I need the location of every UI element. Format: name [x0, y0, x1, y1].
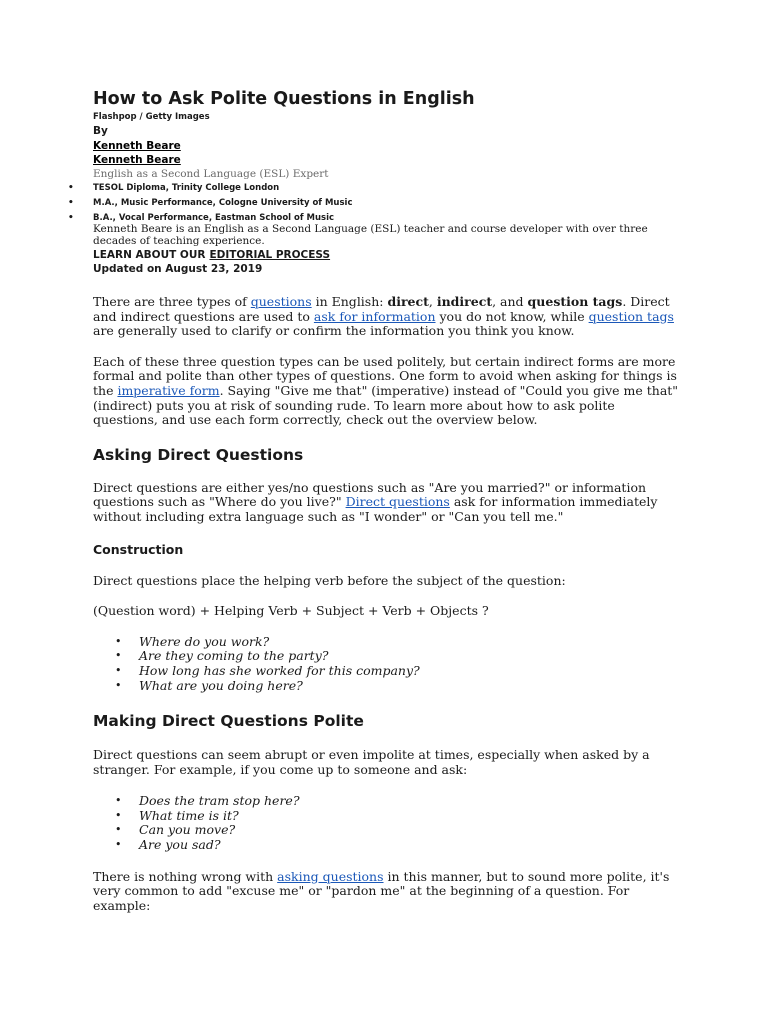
- bullet-icon: •: [68, 183, 74, 193]
- section-heading-polite: Making Direct Questions Polite: [93, 712, 364, 731]
- direct-examples-list: [93, 635, 683, 693]
- by-label: By: [93, 125, 108, 137]
- asking-questions-link[interactable]: asking questions: [277, 868, 384, 884]
- image-credit: Flashpop / Getty Images: [93, 112, 210, 122]
- section-heading-direct: Asking Direct Questions: [93, 445, 304, 464]
- polite-examples-list: [93, 794, 683, 852]
- editorial-line: LEARN ABOUT OUR EDITORIAL PROCESS: [93, 249, 331, 261]
- author-bio: Kenneth Beare is an English as a Second Language (ESL) teacher and course developer with over three decades of teaching experience.: [93, 223, 648, 247]
- list-item: • Are they coming to the party?: [115, 648, 329, 664]
- list-item: • What are you doing here?: [115, 677, 303, 693]
- construction-paragraph: Direct questions place the helping verb before the subject of the question:: [93, 572, 566, 588]
- author-link[interactable]: Kenneth Beare: [93, 140, 181, 152]
- construction-heading: Construction: [93, 541, 184, 557]
- bullet-icon: •: [115, 838, 122, 852]
- author-role: English as a Second Language (ESL) Expert: [93, 168, 329, 180]
- bullet-icon: •: [115, 634, 122, 648]
- updated-date: Updated on August 23, 2019: [93, 263, 263, 275]
- question-tags-link[interactable]: question tags: [588, 308, 674, 324]
- direct-questions-link[interactable]: Direct questions: [345, 494, 450, 510]
- polite-paragraph-2: There is nothing wrong with asking questions in this manner, but to sound more polite, it's very common to add "excuse me" or "pardon me" at the beginning of a question. For example:: [93, 868, 670, 913]
- bullet-icon: •: [115, 808, 122, 822]
- intro-paragraph-1: There are three types of questions in English: direct, indirect, and question tags. Direct and indirect questions are used to ask for information you do not know, while question tags are generally used to clarify or confirm the information you think you know.: [93, 294, 674, 339]
- intro-paragraph-2: Each of these three question types can be used politely, but certain indirect forms are more formal and polite than other types of questions. One form to avoid when asking for things is the imperative form. Saying "Give me that" (imperative) instead of "Could you give me that" (indirect) puts you at risk of sounding rude. To learn more about how to ask polite questions, and use each form correctly, check out the overview below.: [93, 353, 679, 428]
- list-item: • Where do you work?: [115, 633, 270, 649]
- imperative-form-link[interactable]: imperative form: [117, 382, 220, 398]
- editorial-process-link[interactable]: EDITORIAL PROCESS: [209, 249, 331, 261]
- bullet-icon: •: [115, 823, 122, 837]
- bullet-icon: •: [68, 213, 74, 223]
- bullet-icon: •: [115, 678, 122, 692]
- construction-formula: (Question word) + Helping Verb + Subject + Verb + Objects ?: [93, 603, 489, 619]
- polite-paragraph-1: Direct questions can seem abrupt or even impolite at times, especially when asked by a stranger. For example, if you come up to someone and ask:: [93, 747, 650, 777]
- credential-item: • TESOL Diploma, Trinity College London: [93, 181, 683, 196]
- bullet-icon: •: [115, 794, 122, 808]
- credential-item: • M.A., Music Performance, Cologne University of Music: [93, 196, 683, 211]
- ask-for-information-link[interactable]: ask for information: [313, 308, 436, 324]
- article: [68, 88, 683, 913]
- credential-item: • B.A., Vocal Performance, Eastman School of Music: [93, 211, 683, 226]
- list-item: • Can you move?: [115, 822, 236, 838]
- credentials-list: [68, 181, 683, 226]
- list-item: • Are you sad?: [115, 837, 221, 853]
- article-title: How to Ask Polite Questions in English: [93, 89, 475, 109]
- list-item: • Does the tram stop here?: [115, 793, 300, 809]
- author-name-link[interactable]: Kenneth Beare: [93, 154, 181, 166]
- list-item: • What time is it?: [115, 807, 239, 823]
- direct-paragraph: Direct questions are either yes/no questions such as "Are you married?" or information questions such as "Where do you live?" Direct questions ask for information immediately without including extra language such as "I wonder" or "Can you tell me.": [93, 479, 658, 524]
- questions-link[interactable]: questions: [250, 294, 312, 309]
- bullet-icon: •: [115, 649, 122, 663]
- list-item: • How long has she worked for this company?: [115, 662, 420, 678]
- bullet-icon: •: [68, 198, 74, 208]
- bullet-icon: •: [115, 663, 122, 677]
